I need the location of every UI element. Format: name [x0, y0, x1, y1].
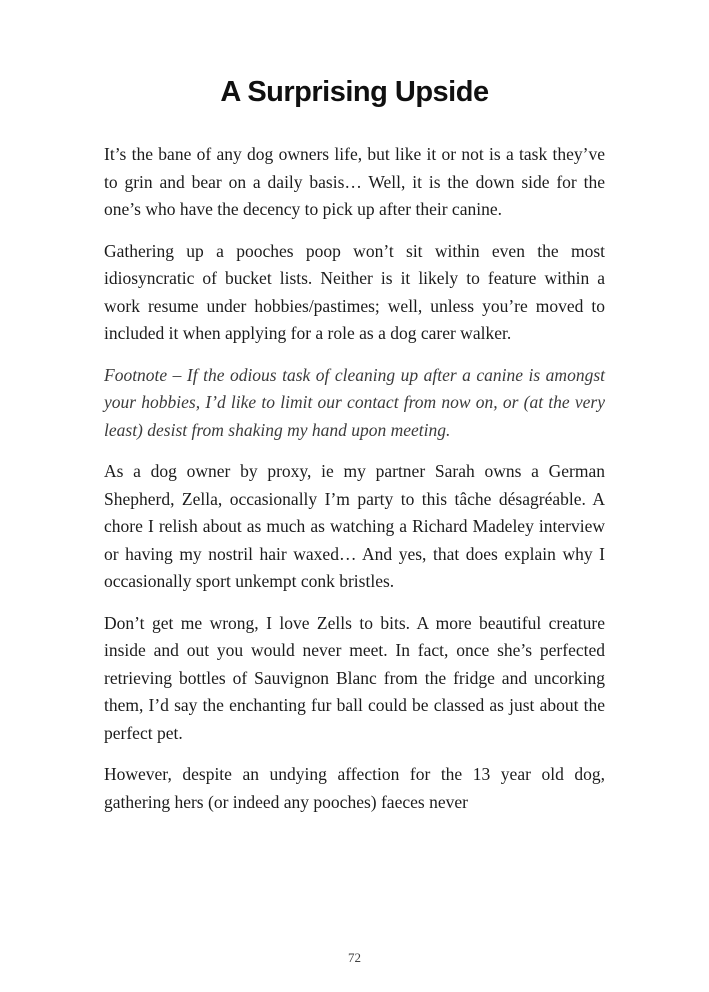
- paragraph-4: As a dog owner by proxy, ie my partner Sarah owns a German Shepherd, Zella, occasionally I’m party to this tâche désagréable. A chore I relish about as much as watching a Richard Madeley interview or having my nostril hair waxed… And yes, that does explain why I occasionally sport unkempt conk bristles.: [104, 461, 605, 591]
- page-number: 72: [348, 950, 361, 965]
- body-text: [104, 141, 605, 816]
- paragraph-1: It’s the bane of any dog owners life, but like it or not is a task they’ve to grin and bear on a daily basis… Well, it is the down side for the one’s who have the decency to pick up after their canine.: [104, 144, 605, 219]
- paragraph-2: Gathering up a pooches poop won’t sit within even the most idiosyncratic of bucket lists. Neither is it likely to feature within a work resume under hobbies/pastimes; well, unless you’re moved to included it when applying for a role as a dog carer walker.: [104, 240, 605, 343]
- paragraph-6: However, despite an undying affection for the 13 year old dog, gathering hers (or indeed any pooches) faeces never: [104, 764, 605, 812]
- page-title: A Surprising Upside: [220, 76, 489, 108]
- footnote-paragraph: Footnote – If the odious task of cleaning up after a canine is amongst your hobbies, I’d like to limit our contact from now on, or (at the very least) desist from shaking my hand upon meeting.: [104, 364, 605, 440]
- paragraph-5: Don’t get me wrong, I love Zells to bits. A more beautiful creature inside and out you would never meet. In fact, once she’s perfected retrieving bottles of Sauvignon Blanc from the fridge and uncorking them, I’d say the enchanting fur ball could be classed as just about the perfect pet.: [104, 612, 605, 743]
